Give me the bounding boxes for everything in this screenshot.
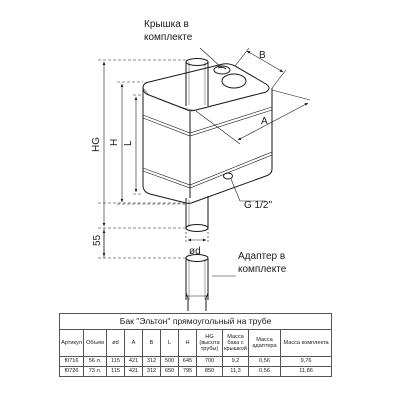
col-header: Масса адаптера — [249, 330, 281, 357]
col-header: B — [143, 330, 161, 357]
top-pipe — [186, 59, 208, 107]
col-header: L — [161, 330, 179, 357]
lid-label-line1: Крышка в — [144, 19, 189, 30]
table-cell: 421 — [125, 367, 143, 377]
table-cell: 9,2 — [223, 357, 249, 367]
table-cell: 650 — [161, 367, 179, 377]
table-cell: f0716 — [60, 357, 84, 367]
col-header: Объем — [84, 330, 107, 357]
adapter-label-line2: комплекте — [238, 264, 287, 275]
col-header: Масса комплекта — [281, 330, 332, 357]
table-cell: 312 — [143, 367, 161, 377]
col-header: H — [179, 330, 197, 357]
dim-l-label: L — [123, 140, 134, 146]
col-header: A — [125, 330, 143, 357]
dim-a-label: A — [261, 116, 268, 127]
thread-label: G 1/2" — [244, 200, 273, 211]
table-cell: 645 — [179, 357, 197, 367]
col-header: Артикул — [60, 330, 84, 357]
dim-b-label: B — [259, 50, 266, 61]
table-cell: 115 — [107, 357, 125, 367]
table-cell: 115 — [107, 367, 125, 377]
table-cell: f0726 — [60, 367, 84, 377]
table-cell: 73 л. — [84, 367, 107, 377]
table-row — [60, 367, 332, 377]
table-row — [60, 357, 332, 367]
dim-55-label: 55 — [92, 234, 103, 246]
table-cell: 421 — [125, 357, 143, 367]
dim-d-label: ød — [189, 246, 201, 257]
table-title: Бак "Эльтон" прямоугольный на трубе — [60, 314, 332, 330]
col-header: Масса бака с крышкой — [223, 330, 249, 357]
table-cell: 11,86 — [281, 367, 332, 377]
table-header-row — [60, 330, 332, 357]
table-cell: 795 — [179, 367, 197, 377]
spec-table — [59, 313, 332, 377]
table-cell: 11,3 — [223, 367, 249, 377]
table-cell: 500 — [161, 357, 179, 367]
table-cell: 700 — [197, 357, 223, 367]
tank-top-face — [143, 64, 269, 111]
col-header: HG (высота трубы) — [197, 330, 223, 357]
table-cell: 56 л. — [84, 357, 107, 367]
table-cell: 850 — [197, 367, 223, 377]
table-cell: 312 — [143, 357, 161, 367]
adapter — [186, 255, 208, 312]
table-cell: 9,76 — [281, 357, 332, 367]
table-cell: 0,56 — [249, 367, 281, 377]
col-header: ød — [107, 330, 125, 357]
dim-hg-label: HG — [91, 137, 102, 152]
dim-h-label: H — [109, 138, 120, 146]
table-cell: 0,56 — [249, 357, 281, 367]
lid-label-line2: комплекте — [144, 32, 193, 43]
adapter-label-line1: Адаптер в — [238, 251, 286, 262]
